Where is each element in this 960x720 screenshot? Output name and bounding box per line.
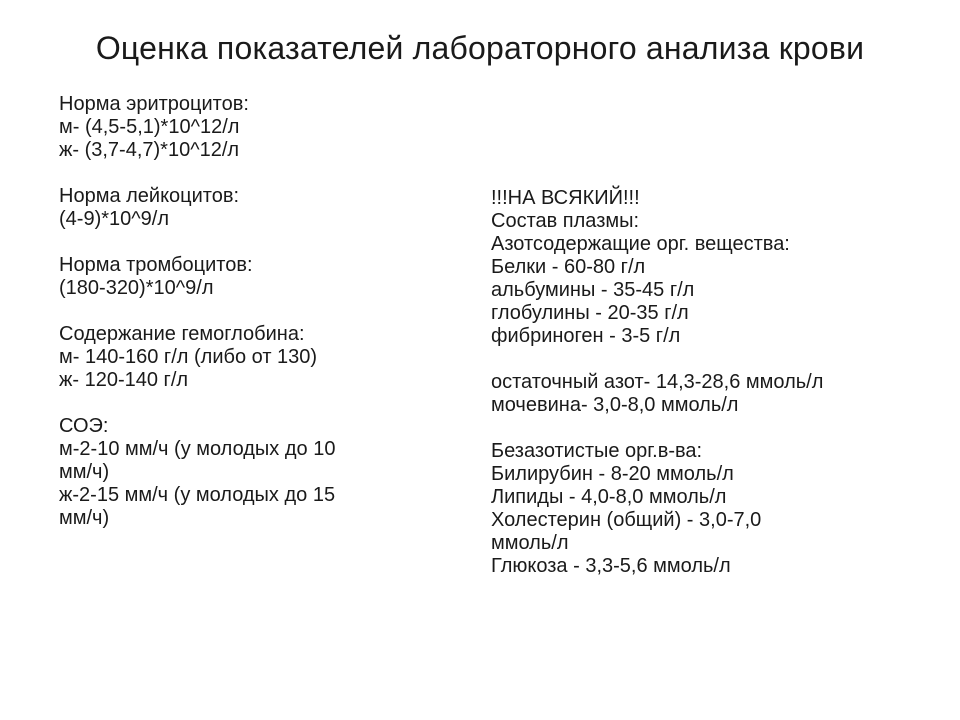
leukocytes-heading: Норма лейкоцитов: [59, 185, 240, 207]
slide-title: Оценка показателей лабораторного анализа крови [95, 30, 865, 66]
urea-value: мочевина- 3,0-8,0 ммоль/л [491, 394, 739, 416]
glucose-value: Глюкоза - 3,3-5,6 ммоль/л [491, 555, 731, 577]
proteins-value: Белки - 60-80 г/л [491, 256, 646, 278]
fibrinogen-value: фибриноген - 3-5 г/л [491, 325, 681, 347]
erythrocytes-female: ж- (3,7-4,7)*10^12/л [59, 139, 240, 161]
platelets-heading: Норма тромбоцитов: [59, 254, 253, 276]
lipids-value: Липиды - 4,0-8,0 ммоль/л [491, 486, 727, 508]
platelets-value: (180-320)*10^9/л [59, 277, 214, 299]
hemoglobin-male: м- 140-160 г/л (либо от 130) [59, 346, 318, 368]
nonnitrogen-heading: Безазотистые орг.в-ва: [491, 440, 703, 462]
spacer [491, 417, 931, 440]
plasma-heading: Состав плазмы: [491, 210, 640, 232]
cholesterol-line-1: Холестерин (общий) - 3,0-7,0 [491, 509, 762, 531]
spacer [59, 162, 449, 185]
erythrocytes-heading: Норма эритроцитов: [59, 93, 249, 115]
spacer [59, 231, 449, 254]
note-just-in-case: !!!НА ВСЯКИЙ!!! [491, 187, 640, 209]
cholesterol-line-2: ммоль/л [491, 532, 569, 554]
albumins-value: альбумины - 35-45 г/л [491, 279, 695, 301]
spacer [59, 392, 449, 415]
right-column [491, 187, 931, 578]
residual-nitrogen-value: остаточный азот- 14,3-28,6 ммоль/л [491, 371, 824, 393]
nitrogen-substances-heading: Азотсодержащие орг. вещества: [491, 233, 790, 255]
hemoglobin-female: ж- 120-140 г/л [59, 369, 189, 391]
globulins-value: глобулины - 20-35 г/л [491, 302, 689, 324]
bilirubin-value: Билирубин - 8-20 ммоль/л [491, 463, 734, 485]
spacer [59, 300, 449, 323]
esr-female-line-1: ж-2-15 мм/ч (у молодых до 15 [59, 484, 336, 506]
spacer [491, 348, 931, 371]
erythrocytes-male: м- (4,5-5,1)*10^12/л [59, 116, 240, 138]
esr-male-line-2: мм/ч) [59, 461, 110, 483]
hemoglobin-heading: Содержание гемоглобина: [59, 323, 305, 345]
left-column [59, 93, 449, 530]
esr-heading: СОЭ: [59, 415, 109, 437]
esr-female-line-2: мм/ч) [59, 507, 110, 529]
leukocytes-value: (4-9)*10^9/л [59, 208, 169, 230]
esr-male-line-1: м-2-10 мм/ч (у молодых до 10 [59, 438, 336, 460]
